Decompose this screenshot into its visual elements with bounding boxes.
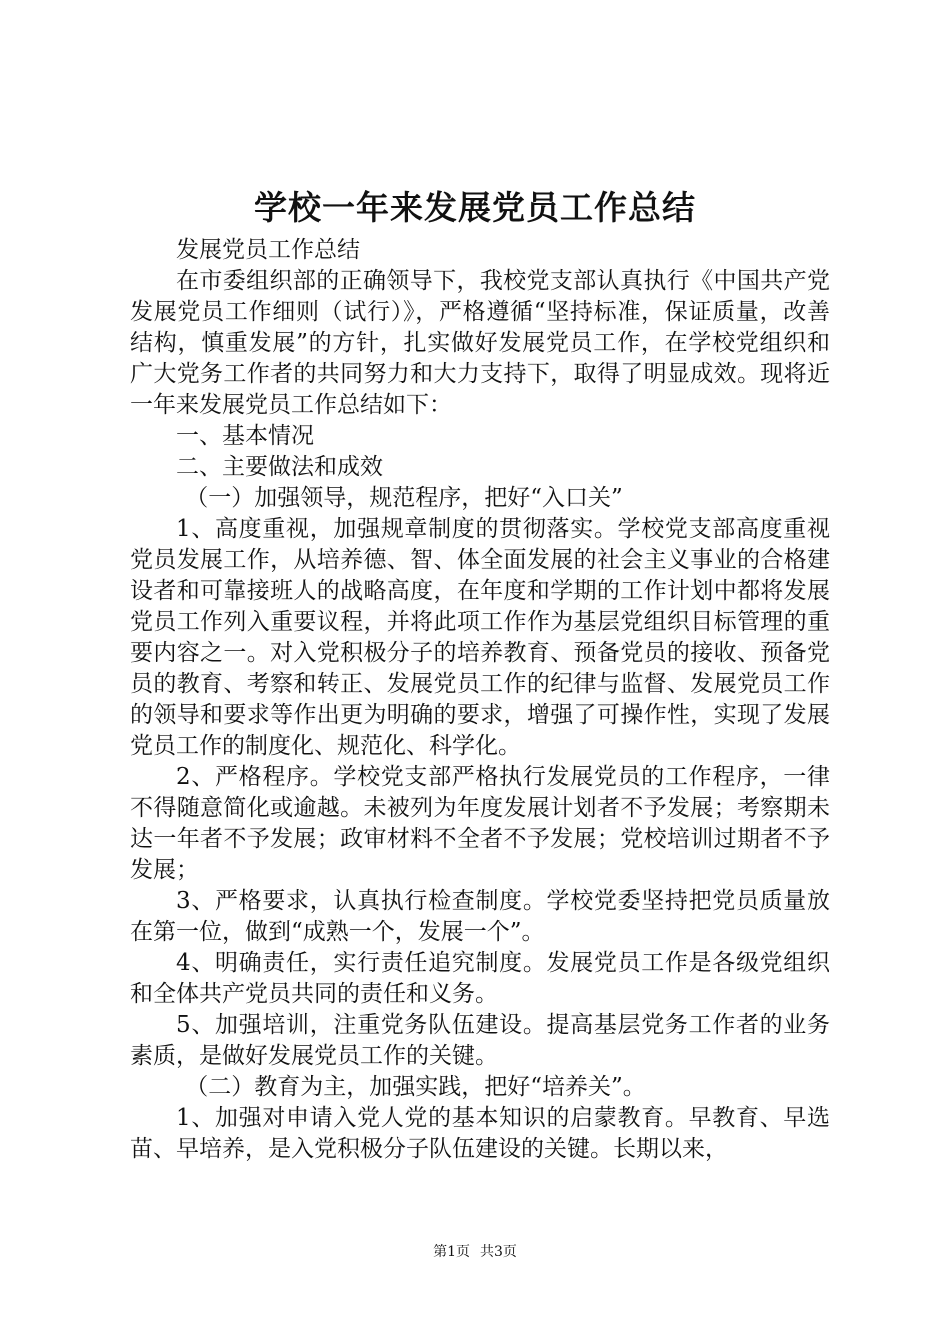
paragraph-subtitle: 发展党员工作总结 <box>176 237 360 263</box>
subheading-education: （二）教育为主，加强实践，把好“培养关”。 <box>185 1074 646 1100</box>
paragraph-education-item-1: 1、加强对申请入党人党的基本知识的启蒙教育。早教育、早选苗、早培养，是入党积极分子队伍建设的关键。长期以来， <box>130 1105 830 1162</box>
paragraph-item-3: 3、严格要求，认真执行检查制度。学校党委坚持把党员质量放在第一位，做到“成熟一个，发展一个”。 <box>130 888 830 945</box>
paragraph-intro: 在市委组织部的正确领导下，我校党支部认真执行《中国共产党发展党员工作细则（试行）》，严格遵循“坚持标准，保证质量，改善结构，慎重发展”的方针，扎实做好发展党员工作，在学校党组织和广大党务工作者的共同努力和大力支持下，取得了明显成效。现将近一年来发展党员工作总结如下： <box>130 268 830 418</box>
paragraph-item-1: 1、高度重视，加强规章制度的贯彻落实。学校党支部高度重视党员发展工作，从培养德、智、体全面发展的社会主义事业的合格建设者和可靠接班人的战略高度，在年度和学期的工作计划中都将发展党员工作列入重要议程，并将此项工作作为基层党组织目标管理的重要内容之一。对入党积极分子的培养教育、预备党员的接收、预备党员的教育、考察和转正、发展党员工作的纪律与监督、发展党员工作的领导和要求等作出更为明确的要求，增强了可操作性，实现了发展党员工作的制度化、规范化、科学化。 <box>130 516 830 759</box>
heading-main-practices: 二、主要做法和成效 <box>176 454 383 480</box>
paragraph-item-5: 5、加强培训，注重党务队伍建设。提高基层党务工作者的业务素质，是做好发展党员工作的关键。 <box>130 1012 830 1069</box>
page-footer <box>0 1242 950 1262</box>
subheading-leadership: （一）加强领导，规范程序，把好“入口关” <box>185 485 623 511</box>
paragraph-item-2: 2、严格程序。学校党支部严格执行发展党员的工作程序，一律不得随意简化或逾越。未被列为年度发展计划者不予发展；考察期未达一年者不予发展；政审材料不全者不予发展；党校培训过期者不予发展； <box>130 764 830 883</box>
paragraph-item-4: 4、明确责任，实行责任追究制度。发展党员工作是各级党组织和全体共产党员共同的责任和义务。 <box>130 950 830 1007</box>
page-total: 共3页 <box>480 1244 517 1260</box>
heading-basic-situation: 一、基本情况 <box>176 423 314 449</box>
document-title: 学校一年来发展党员工作总结 <box>254 188 696 227</box>
page-number: 第1页 <box>433 1244 470 1260</box>
document-body <box>130 235 830 1165</box>
